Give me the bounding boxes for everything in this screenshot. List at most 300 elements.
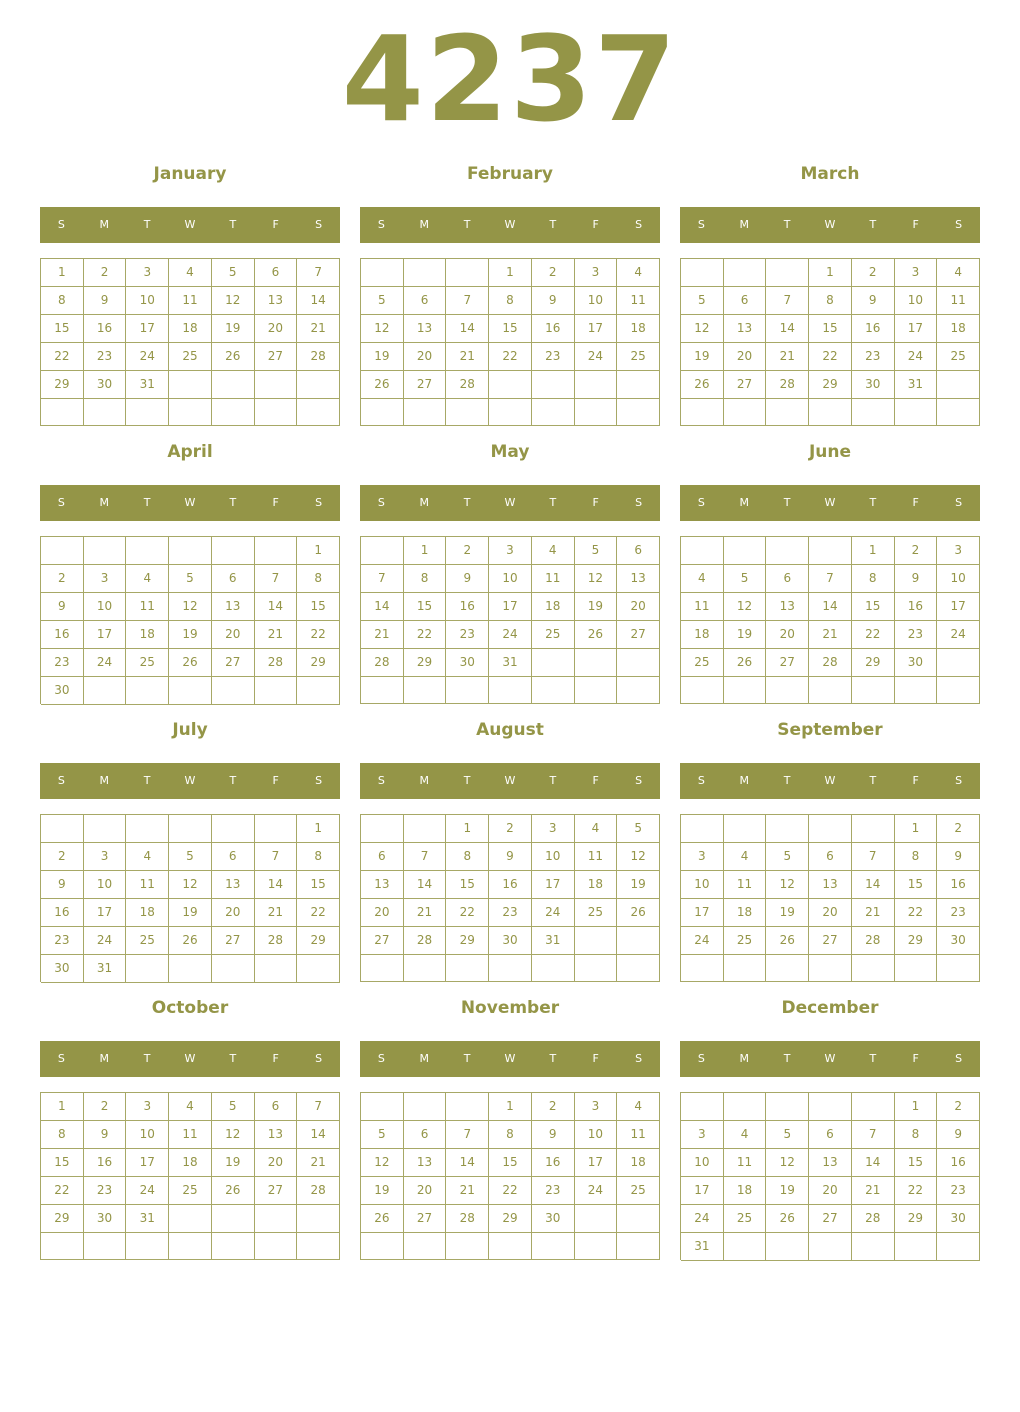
day-cell: 14	[766, 315, 809, 343]
day-cell: 23	[532, 343, 575, 371]
day-cell: 30	[41, 955, 84, 983]
empty-day-cell	[617, 649, 660, 677]
empty-day-cell	[681, 1093, 724, 1121]
weekday-label: F	[272, 1052, 279, 1065]
weekday-label: S	[955, 1052, 963, 1065]
day-cell: 29	[41, 371, 84, 399]
weekday-label: M	[99, 218, 110, 231]
empty-day-cell	[212, 1233, 255, 1260]
day-cell: 27	[212, 927, 255, 955]
empty-day-cell	[41, 537, 84, 565]
day-cell: 10	[84, 593, 127, 621]
day-cell: 13	[766, 593, 809, 621]
day-cell: 9	[84, 287, 127, 315]
day-cell: 20	[404, 1177, 447, 1205]
weekday-label: S	[57, 496, 65, 509]
empty-day-cell	[361, 1233, 404, 1260]
empty-day-cell	[532, 955, 575, 982]
day-cell: 24	[575, 1177, 618, 1205]
day-cell: 13	[404, 315, 447, 343]
day-cell: 20	[212, 621, 255, 649]
day-cell: 1	[809, 259, 852, 287]
day-cell: 26	[617, 899, 660, 927]
day-cell: 6	[809, 1121, 852, 1149]
day-cell: 2	[489, 815, 532, 843]
day-cell: 2	[532, 259, 575, 287]
weekday-label: T	[549, 496, 557, 509]
day-cell: 25	[617, 1177, 660, 1205]
day-cell: 25	[617, 343, 660, 371]
weekday-label: W	[184, 218, 196, 231]
day-cell: 13	[809, 871, 852, 899]
day-cell: 23	[41, 927, 84, 955]
empty-day-cell	[724, 259, 767, 287]
empty-day-cell	[766, 537, 809, 565]
day-cell: 3	[489, 537, 532, 565]
weekday-header	[360, 485, 660, 521]
day-cell: 3	[126, 259, 169, 287]
day-cell: 5	[617, 815, 660, 843]
weekday-label: M	[739, 218, 750, 231]
weekday-label: T	[229, 774, 237, 787]
day-cell: 11	[575, 843, 618, 871]
empty-day-cell	[212, 399, 255, 426]
empty-day-cell	[766, 399, 809, 426]
day-cell: 16	[895, 593, 938, 621]
weekday-header	[40, 763, 340, 799]
day-grid	[40, 258, 340, 426]
day-cell: 11	[617, 1121, 660, 1149]
empty-day-cell	[681, 259, 724, 287]
day-cell: 23	[84, 343, 127, 371]
day-cell: 29	[297, 927, 340, 955]
weekday-label: W	[824, 774, 836, 787]
day-cell: 6	[724, 287, 767, 315]
day-cell: 3	[532, 815, 575, 843]
day-cell: 26	[724, 649, 767, 677]
day-cell: 7	[255, 843, 298, 871]
weekday-label: S	[697, 218, 705, 231]
day-cell: 16	[852, 315, 895, 343]
empty-day-cell	[169, 815, 212, 843]
day-cell: 1	[489, 259, 532, 287]
empty-day-cell	[724, 1093, 767, 1121]
day-cell: 2	[41, 565, 84, 593]
day-cell: 27	[404, 1205, 447, 1233]
day-cell: 14	[404, 871, 447, 899]
empty-day-cell	[297, 371, 340, 399]
weekday-header	[680, 1041, 980, 1077]
year-title: 4237	[341, 10, 679, 148]
weekday-label: F	[272, 496, 279, 509]
day-cell: 19	[575, 593, 618, 621]
empty-day-cell	[532, 371, 575, 399]
empty-day-cell	[575, 677, 618, 704]
weekday-label: T	[463, 1052, 471, 1065]
empty-day-cell	[724, 955, 767, 982]
weekday-label: T	[869, 496, 877, 509]
empty-day-cell	[895, 677, 938, 704]
weekday-label: F	[592, 496, 599, 509]
empty-day-cell	[126, 955, 169, 983]
empty-day-cell	[297, 677, 340, 705]
empty-day-cell	[809, 1093, 852, 1121]
weekday-label: T	[229, 496, 237, 509]
day-cell: 7	[852, 843, 895, 871]
day-cell: 12	[766, 871, 809, 899]
empty-day-cell	[724, 815, 767, 843]
day-cell: 15	[809, 315, 852, 343]
empty-day-cell	[937, 371, 980, 399]
day-cell: 1	[895, 1093, 938, 1121]
empty-day-cell	[937, 1233, 980, 1261]
empty-day-cell	[126, 815, 169, 843]
weekday-label: W	[504, 218, 516, 231]
day-cell: 29	[446, 927, 489, 955]
day-cell: 10	[681, 1149, 724, 1177]
day-cell: 22	[895, 1177, 938, 1205]
day-cell: 16	[41, 621, 84, 649]
day-cell: 31	[126, 1205, 169, 1233]
day-cell: 13	[255, 287, 298, 315]
day-cell: 30	[446, 649, 489, 677]
weekday-label: W	[504, 1052, 516, 1065]
empty-day-cell	[532, 1233, 575, 1260]
empty-day-cell	[937, 955, 980, 982]
weekday-header	[360, 1041, 660, 1077]
weekday-label: S	[377, 774, 385, 787]
day-cell: 20	[361, 899, 404, 927]
day-cell: 13	[724, 315, 767, 343]
empty-day-cell	[361, 399, 404, 426]
day-cell: 26	[575, 621, 618, 649]
day-grid	[360, 536, 660, 704]
day-cell: 18	[617, 1149, 660, 1177]
day-cell: 23	[937, 899, 980, 927]
day-cell: 11	[126, 871, 169, 899]
weekday-header	[40, 1041, 340, 1077]
month-name: May	[490, 442, 530, 462]
empty-day-cell	[617, 1205, 660, 1233]
day-cell: 27	[724, 371, 767, 399]
day-cell: 1	[852, 537, 895, 565]
day-cell: 27	[255, 343, 298, 371]
day-cell: 30	[84, 1205, 127, 1233]
day-cell: 23	[532, 1177, 575, 1205]
day-cell: 31	[126, 371, 169, 399]
day-cell: 7	[361, 565, 404, 593]
empty-day-cell	[41, 399, 84, 426]
day-cell: 1	[446, 815, 489, 843]
empty-day-cell	[809, 537, 852, 565]
day-cell: 24	[681, 1205, 724, 1233]
day-grid	[360, 258, 660, 426]
day-cell: 31	[489, 649, 532, 677]
day-cell: 7	[852, 1121, 895, 1149]
empty-day-cell	[361, 955, 404, 982]
day-cell: 10	[937, 565, 980, 593]
day-cell: 12	[617, 843, 660, 871]
day-cell: 10	[681, 871, 724, 899]
month-name: November	[460, 998, 560, 1018]
day-cell: 4	[724, 843, 767, 871]
day-grid	[680, 536, 980, 704]
day-cell: 23	[84, 1177, 127, 1205]
weekday-label: W	[184, 774, 196, 787]
day-cell: 28	[852, 927, 895, 955]
day-cell: 16	[41, 899, 84, 927]
weekday-label: T	[463, 496, 471, 509]
day-cell: 28	[766, 371, 809, 399]
day-cell: 28	[297, 1177, 340, 1205]
empty-day-cell	[809, 1233, 852, 1261]
empty-day-cell	[297, 1233, 340, 1260]
weekday-label: S	[315, 1052, 323, 1065]
month-name: July	[172, 720, 208, 740]
empty-day-cell	[809, 399, 852, 426]
day-cell: 1	[41, 259, 84, 287]
day-cell: 13	[809, 1149, 852, 1177]
empty-day-cell	[681, 399, 724, 426]
day-cell: 20	[255, 1149, 298, 1177]
day-cell: 3	[681, 843, 724, 871]
day-cell: 7	[446, 287, 489, 315]
empty-day-cell	[126, 399, 169, 426]
weekday-label: W	[504, 496, 516, 509]
empty-day-cell	[255, 1205, 298, 1233]
day-grid	[360, 814, 660, 982]
weekday-label: M	[739, 496, 750, 509]
day-cell: 3	[575, 1093, 618, 1121]
day-cell: 27	[361, 927, 404, 955]
day-cell: 8	[809, 287, 852, 315]
weekday-header	[680, 763, 980, 799]
day-cell: 15	[404, 593, 447, 621]
empty-day-cell	[895, 1233, 938, 1261]
day-cell: 25	[575, 899, 618, 927]
day-cell: 9	[41, 593, 84, 621]
day-cell: 15	[489, 1149, 532, 1177]
day-cell: 7	[809, 565, 852, 593]
empty-day-cell	[575, 649, 618, 677]
day-cell: 22	[446, 899, 489, 927]
day-cell: 12	[361, 315, 404, 343]
day-cell: 6	[212, 565, 255, 593]
empty-day-cell	[617, 399, 660, 426]
empty-day-cell	[766, 259, 809, 287]
day-cell: 8	[297, 565, 340, 593]
weekday-label: T	[783, 774, 791, 787]
day-cell: 8	[404, 565, 447, 593]
day-cell: 2	[852, 259, 895, 287]
day-cell: 18	[169, 315, 212, 343]
empty-day-cell	[575, 399, 618, 426]
weekday-label: T	[229, 218, 237, 231]
empty-day-cell	[617, 677, 660, 704]
day-cell: 20	[255, 315, 298, 343]
day-cell: 1	[895, 815, 938, 843]
day-cell: 31	[681, 1233, 724, 1261]
empty-day-cell	[255, 815, 298, 843]
weekday-label: F	[912, 1052, 919, 1065]
day-grid	[680, 1092, 980, 1260]
day-cell: 5	[681, 287, 724, 315]
empty-day-cell	[126, 537, 169, 565]
day-cell: 21	[297, 315, 340, 343]
empty-day-cell	[617, 371, 660, 399]
day-cell: 4	[169, 259, 212, 287]
day-cell: 23	[937, 1177, 980, 1205]
empty-day-cell	[575, 955, 618, 982]
day-cell: 11	[532, 565, 575, 593]
empty-day-cell	[84, 399, 127, 426]
day-cell: 25	[532, 621, 575, 649]
day-cell: 24	[126, 343, 169, 371]
day-cell: 10	[575, 287, 618, 315]
day-cell: 7	[297, 259, 340, 287]
day-cell: 20	[404, 343, 447, 371]
empty-day-cell	[809, 677, 852, 704]
empty-day-cell	[361, 815, 404, 843]
day-cell: 21	[852, 1177, 895, 1205]
empty-day-cell	[84, 1233, 127, 1260]
weekday-label: W	[184, 1052, 196, 1065]
empty-day-cell	[84, 537, 127, 565]
empty-day-cell	[126, 1233, 169, 1260]
day-cell: 2	[937, 815, 980, 843]
day-cell: 15	[297, 871, 340, 899]
day-cell: 14	[446, 1149, 489, 1177]
empty-day-cell	[489, 1233, 532, 1260]
day-cell: 14	[852, 871, 895, 899]
empty-day-cell	[724, 537, 767, 565]
day-cell: 12	[212, 1121, 255, 1149]
empty-day-cell	[446, 955, 489, 982]
weekday-header	[680, 485, 980, 521]
day-cell: 17	[84, 899, 127, 927]
day-cell: 21	[255, 621, 298, 649]
weekday-label: T	[869, 218, 877, 231]
empty-day-cell	[84, 815, 127, 843]
empty-day-cell	[489, 677, 532, 704]
empty-day-cell	[809, 955, 852, 982]
day-cell: 8	[895, 1121, 938, 1149]
empty-day-cell	[724, 1233, 767, 1261]
empty-day-cell	[617, 1233, 660, 1260]
day-cell: 3	[84, 843, 127, 871]
empty-day-cell	[446, 1093, 489, 1121]
day-cell: 28	[297, 343, 340, 371]
empty-day-cell	[297, 1205, 340, 1233]
day-cell: 30	[41, 677, 84, 705]
day-cell: 22	[852, 621, 895, 649]
day-cell: 8	[41, 287, 84, 315]
day-cell: 25	[169, 343, 212, 371]
day-cell: 19	[361, 1177, 404, 1205]
day-cell: 25	[681, 649, 724, 677]
weekday-label: F	[592, 774, 599, 787]
day-cell: 29	[404, 649, 447, 677]
day-cell: 11	[126, 593, 169, 621]
empty-day-cell	[212, 815, 255, 843]
day-cell: 29	[852, 649, 895, 677]
weekday-label: T	[783, 1052, 791, 1065]
day-cell: 21	[766, 343, 809, 371]
day-cell: 30	[84, 371, 127, 399]
day-cell: 16	[532, 315, 575, 343]
day-cell: 28	[446, 1205, 489, 1233]
day-cell: 31	[84, 955, 127, 983]
day-cell: 21	[361, 621, 404, 649]
weekday-label: T	[783, 218, 791, 231]
day-cell: 28	[404, 927, 447, 955]
day-cell: 8	[446, 843, 489, 871]
weekday-header	[680, 207, 980, 243]
day-cell: 27	[809, 1205, 852, 1233]
weekday-header	[40, 485, 340, 521]
empty-day-cell	[617, 955, 660, 982]
day-cell: 13	[361, 871, 404, 899]
weekday-label: W	[824, 218, 836, 231]
day-cell: 30	[937, 927, 980, 955]
day-cell: 18	[724, 899, 767, 927]
day-cell: 17	[895, 315, 938, 343]
day-cell: 5	[766, 1121, 809, 1149]
day-cell: 3	[126, 1093, 169, 1121]
empty-day-cell	[681, 537, 724, 565]
day-cell: 13	[255, 1121, 298, 1149]
day-cell: 10	[895, 287, 938, 315]
day-cell: 21	[404, 899, 447, 927]
empty-day-cell	[852, 399, 895, 426]
day-cell: 17	[126, 315, 169, 343]
day-cell: 9	[489, 843, 532, 871]
day-cell: 29	[895, 927, 938, 955]
day-cell: 15	[297, 593, 340, 621]
empty-day-cell	[169, 371, 212, 399]
empty-day-cell	[404, 677, 447, 704]
day-cell: 7	[255, 565, 298, 593]
empty-day-cell	[489, 955, 532, 982]
day-cell: 23	[895, 621, 938, 649]
day-cell: 22	[297, 899, 340, 927]
empty-day-cell	[404, 1233, 447, 1260]
day-cell: 6	[617, 537, 660, 565]
day-cell: 9	[895, 565, 938, 593]
empty-day-cell	[852, 955, 895, 982]
day-cell: 24	[895, 343, 938, 371]
month-name: December	[781, 998, 879, 1018]
day-cell: 30	[532, 1205, 575, 1233]
weekday-label: S	[57, 1052, 65, 1065]
day-grid	[680, 258, 980, 426]
empty-day-cell	[575, 1233, 618, 1260]
day-cell: 19	[681, 343, 724, 371]
day-cell: 20	[724, 343, 767, 371]
day-cell: 7	[297, 1093, 340, 1121]
day-cell: 5	[212, 1093, 255, 1121]
empty-day-cell	[361, 1093, 404, 1121]
day-cell: 26	[361, 371, 404, 399]
day-cell: 17	[489, 593, 532, 621]
day-cell: 25	[724, 1205, 767, 1233]
day-cell: 14	[446, 315, 489, 343]
empty-day-cell	[404, 259, 447, 287]
day-cell: 5	[724, 565, 767, 593]
day-cell: 18	[724, 1177, 767, 1205]
empty-day-cell	[681, 815, 724, 843]
day-cell: 7	[404, 843, 447, 871]
